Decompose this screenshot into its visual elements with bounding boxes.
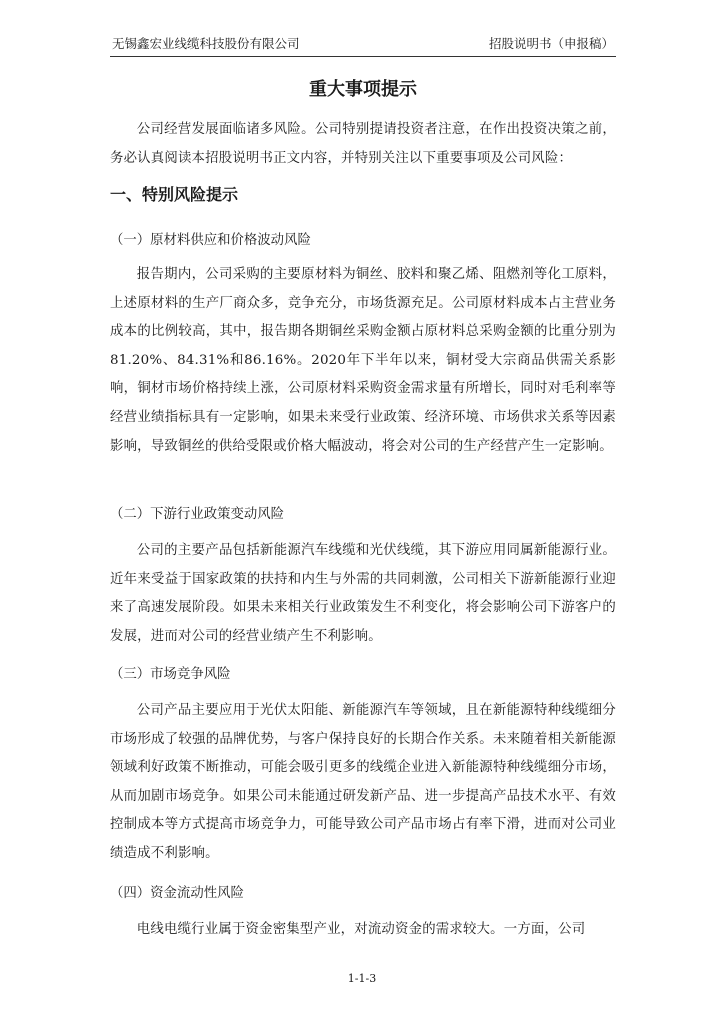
subsection-body-2: 公司的主要产品包括新能源汽车线缆和光伏线缆，其下游应用同属新能源行业。近年来受益于国家政策的扶持和内生与外需的共同刺激，公司相关下游新能源行业迎来了高速发展阶段。如果未来相关行业政策发生不利变化，将会影响公司下游客户的发展，进而对公司的经营业绩产生不利影响。 [110,543,616,644]
subsection-body-3: 公司产品主要应用于光伏太阳能、新能源汽车等领域，且在新能源特种线缆细分市场形成了较强的品牌优势，与客户保持良好的长期合作关系。未来随着相关新能源领域利好政策不断推动，可能会吸引更多的线缆企业进入新能源特种线缆细分市场，从而加剧市场竞争。如果公司未能通过研发新产品、进一步提高产品技术水平、有效控制成本等方式提高市场竞争力，可能导致公司产品市场占有率下滑，进而对公司业绩造成不利影响。 [110,703,616,861]
page-title: 重大事项提示 [309,79,417,100]
intro-paragraph: 公司经营发展面临诸多风险。公司特别提请投资者注意，在作出投资决策之前，务必认真阅读本招股说明书正文内容，并特别关注以下重要事项及公司风险： [110,122,616,166]
document-type: 招股说明书（申报稿） [488,36,614,51]
page-number: 1-1-3 [347,972,377,985]
subsection-body-1: 报告期内，公司采购的主要原材料为铜丝、胶料和聚乙烯、阻燃剂等化工原料，上述原材料的生产厂商众多，竞争充分，市场货源充足。公司原材料成本占主营业务成本的比例较高，其中，报告期各期铜丝采购金额占原材料总采购金额的比重分别为81.20%、84.31%和86.16%。2020年下半年以来，铜材受大宗商品供需关系影响，铜材市场价格持续上涨，公司原材料采购资金需求量有所增长，同时对毛利率等经营业绩指标具有一定影响，如果未来受行业政策、经济环境、市场供求关系等因素影响，导致铜丝的供给受限或价格大幅波动，将会对公司的生产经营产生一定影响。 [110,267,616,454]
subsection-body-4: 电线电缆行业属于资金密集型产业，对流动资金的需求较大。一方面，公司 [136,922,586,937]
subsection-heading-2: （二）下游行业政策变动风险 [110,507,285,522]
section-heading: 一、特别风险提示 [110,185,239,204]
subsection-heading-1: （一）原材料供应和价格波动风险 [110,233,311,248]
subsection-heading-3: （三）市场竞争风险 [110,667,231,682]
subsection-heading-4: （四）资金流动性风险 [110,886,244,901]
company-name: 无锡鑫宏业线缆科技股份有限公司 [112,36,300,51]
page-header [110,34,616,57]
